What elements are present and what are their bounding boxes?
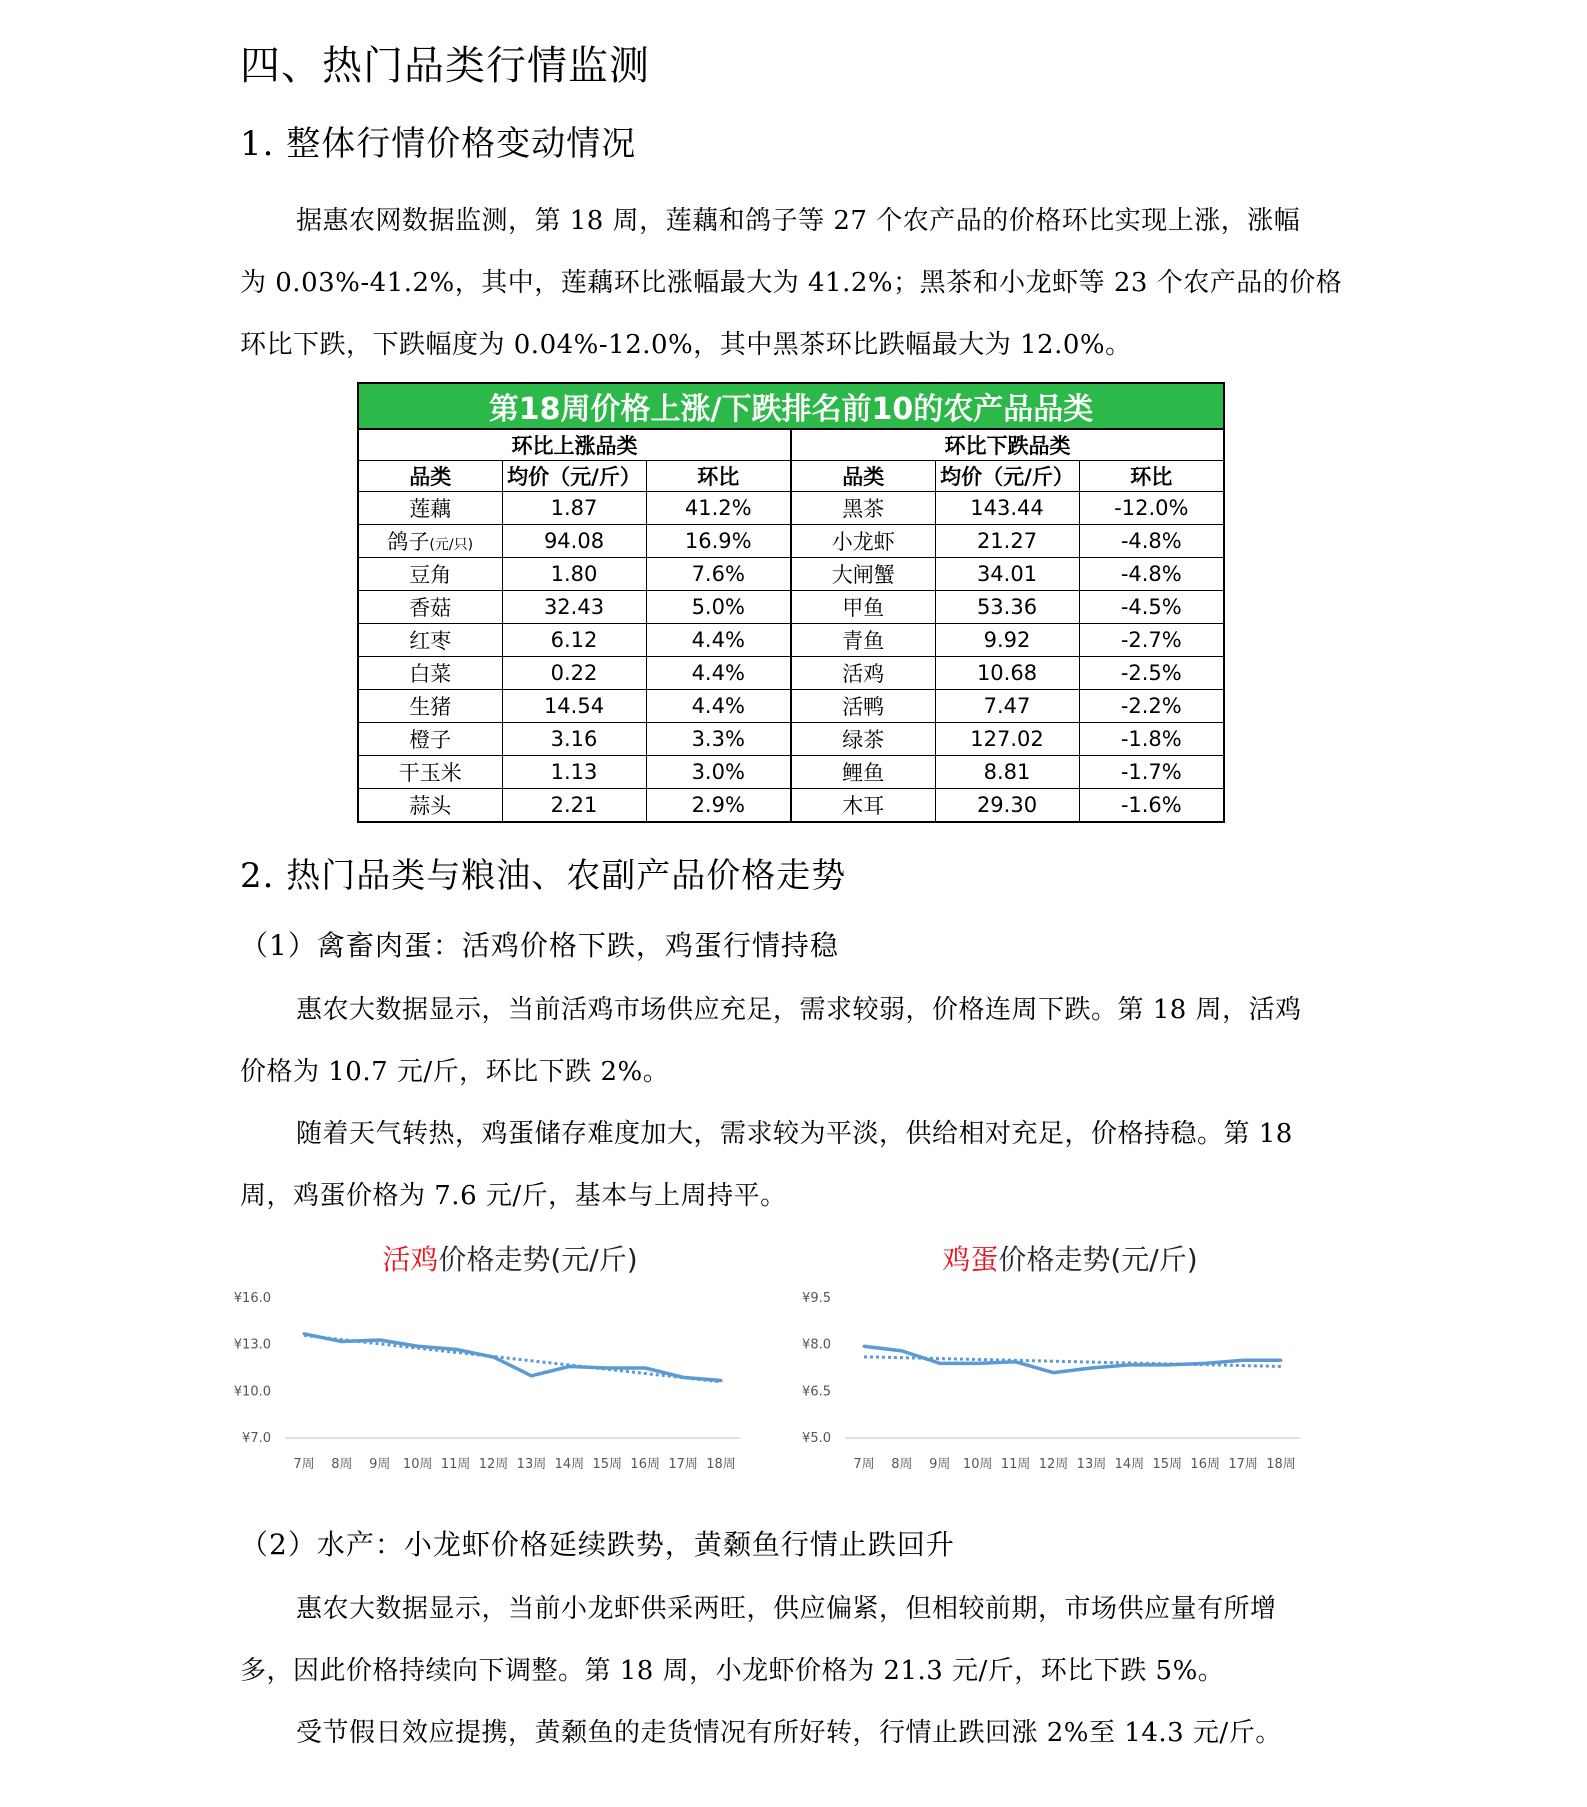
up-price-cell	[502, 525, 646, 558]
text-line: 随着天气转热，鸡蛋储存难度加大，需求较为平淡，供给相对充足，价格持稳。第 18	[296, 1119, 1293, 1149]
table-row	[358, 525, 1224, 558]
text-line: 环比下跌，下跌幅度为 0.04%-12.0%，其中黑茶环比跌幅最大为 12.0%。	[240, 330, 1132, 360]
cell-text: -12.0%	[1114, 496, 1189, 520]
cell-text: 6.12	[550, 628, 598, 652]
data-point	[644, 1367, 647, 1370]
up-name-cell	[358, 558, 502, 591]
cell-text: -1.7%	[1120, 760, 1182, 784]
y-tick-label: ¥10.0	[233, 1384, 271, 1400]
down-price-cell	[935, 789, 1079, 823]
cell-text: 4.4%	[691, 661, 745, 685]
subsection2-title: （2）水产：小龙虾价格延续跌势，黄颡鱼行情止跌回升	[240, 1528, 955, 1561]
cell-text: 3.0%	[691, 760, 745, 784]
down-change-cell	[1079, 591, 1224, 624]
chart-title-rest: 价格走势(元/斤)	[998, 1243, 1198, 1276]
down-name-cell	[791, 558, 935, 591]
subsection1-paragraph1	[240, 979, 1340, 1103]
down-name-cell	[791, 492, 935, 525]
x-tick-label: 7周	[853, 1457, 875, 1472]
up-name-cell	[358, 624, 502, 657]
trend-line	[304, 1335, 721, 1382]
cell-text: 29.30	[976, 793, 1038, 817]
chart-title-rest: 价格走势(元/斤)	[438, 1243, 638, 1276]
text-line: 价格为 10.7 元/斤，环比下跌 2%。	[240, 1057, 670, 1087]
up-name-cell	[358, 492, 502, 525]
down-price-cell	[935, 525, 1079, 558]
subsection1-paragraph2	[240, 1103, 1340, 1227]
y-tick-label: ¥8.0	[802, 1337, 831, 1353]
cell-text: 黑茶	[842, 497, 885, 521]
y-tick-label: ¥9.5	[802, 1291, 831, 1306]
cell-text: 4.4%	[691, 694, 745, 718]
down-change-cell	[1079, 789, 1224, 823]
x-tick-label: 15周	[592, 1457, 623, 1472]
data-point	[1090, 1367, 1093, 1370]
down-name-cell	[791, 591, 935, 624]
cell-text: 2.21	[550, 793, 598, 817]
main-heading: 四、热门品类行情监测	[240, 43, 650, 89]
up-name-cell	[358, 525, 502, 558]
cell-text: -2.5%	[1120, 661, 1182, 685]
cell-text: 香菇	[409, 596, 452, 620]
price-series-line	[864, 1346, 1281, 1372]
cell-text: 16.9%	[684, 529, 752, 553]
table-row	[358, 624, 1224, 657]
cell-text: 127.02	[970, 727, 1044, 751]
section2-title: 2. 热门品类与粮油、农副产品价格走势	[240, 856, 847, 896]
cell-text: 143.44	[970, 496, 1044, 520]
up-name-cell	[358, 657, 502, 690]
table-row	[358, 558, 1224, 591]
column-header: 品类	[358, 461, 502, 492]
up-price-cell	[502, 591, 646, 624]
down-price-cell	[935, 690, 1079, 723]
x-tick-label: 12周	[1038, 1457, 1069, 1472]
cell-text: 21.27	[976, 529, 1038, 553]
cell-text: 94.08	[543, 529, 605, 553]
up-price-cell	[502, 624, 646, 657]
cell-text: 0.22	[550, 661, 598, 685]
table-row	[358, 756, 1224, 789]
cell-text: 白菜	[409, 662, 452, 686]
subsection2-paragraph1	[240, 1578, 1340, 1702]
x-tick-label: 11周	[440, 1457, 471, 1472]
section1-title: 1. 整体行情价格变动情况	[240, 124, 637, 164]
text-line: 惠农大数据显示，当前小龙虾供采两旺，供应偏紧，但相较前期，市场供应量有所增	[296, 1594, 1277, 1624]
chart-title-highlight: 活鸡	[382, 1243, 439, 1276]
cell-text: 9.92	[983, 628, 1031, 652]
down-change-cell	[1079, 756, 1224, 789]
up-change-cell	[646, 492, 791, 525]
down-change-cell	[1079, 657, 1224, 690]
cell-text: -4.5%	[1120, 595, 1182, 619]
x-tick-label: 18周	[1266, 1457, 1296, 1472]
price-ranking-table	[357, 382, 1225, 823]
down-name-cell	[791, 789, 935, 823]
x-tick-label: 9周	[929, 1457, 951, 1472]
cell-text: 活鸡	[842, 662, 885, 686]
column-header: 环比	[1079, 461, 1224, 492]
text-line: 周，鸡蛋价格为 7.6 元/斤，基本与上周持平。	[240, 1181, 787, 1211]
up-change-cell	[646, 723, 791, 756]
x-tick-label: 9周	[369, 1457, 391, 1472]
cell-text: 干玉米	[398, 761, 462, 785]
data-point	[340, 1340, 343, 1343]
down-change-cell	[1079, 723, 1224, 756]
x-tick-label: 14周	[554, 1457, 585, 1472]
column-header: 均价（元/斤）	[502, 461, 646, 492]
cell-text: 8.81	[983, 760, 1031, 784]
y-tick-label: ¥7.0	[242, 1431, 271, 1446]
x-tick-label: 13周	[516, 1457, 547, 1472]
up-price-cell	[502, 558, 646, 591]
subsection2-paragraph2	[240, 1702, 1340, 1764]
cell-text: 生猪	[409, 695, 452, 719]
text-line: 惠农大数据显示，当前活鸡市场供应充足，需求较弱，价格连周下跌。第 18 周，活鸡	[296, 995, 1302, 1025]
data-point	[1204, 1362, 1207, 1365]
down-price-cell	[935, 492, 1079, 525]
data-point	[302, 1332, 305, 1335]
down-change-cell	[1079, 690, 1224, 723]
data-point	[682, 1376, 685, 1379]
cell-text: 红枣	[409, 629, 452, 653]
up-name-cell	[358, 723, 502, 756]
up-price-cell	[502, 789, 646, 823]
data-point	[530, 1374, 533, 1377]
table-row	[358, 690, 1224, 723]
cell-text: -1.6%	[1120, 793, 1182, 817]
cell-text: 3.16	[550, 727, 598, 751]
cell-text: 2.9%	[691, 793, 745, 817]
up-price-cell	[502, 756, 646, 789]
down-name-cell	[791, 657, 935, 690]
data-point	[606, 1367, 609, 1370]
text-line: 受节假日效应提携，黄颡鱼的走货情况有所好转，行情止跌回涨 2%至 14.3 元/斤。	[296, 1718, 1282, 1748]
egg-price-chart	[790, 1240, 1350, 1510]
x-tick-label: 17周	[668, 1457, 698, 1472]
up-change-cell	[646, 690, 791, 723]
down-group-header: 环比下跌品类	[791, 429, 1224, 461]
cell-text: -4.8%	[1120, 529, 1182, 553]
up-name-cell	[358, 789, 502, 823]
data-point	[1128, 1363, 1131, 1366]
column-header: 品类	[791, 461, 935, 492]
x-tick-label: 8周	[891, 1457, 913, 1472]
column-header: 均价（元/斤）	[935, 461, 1079, 492]
x-tick-label: 14周	[1114, 1457, 1145, 1472]
down-change-cell	[1079, 492, 1224, 525]
cell-text: 7.47	[983, 694, 1031, 718]
cell-text: 53.36	[976, 595, 1038, 619]
cell-text: 41.2%	[684, 496, 752, 520]
cell-text: 蒜头	[409, 794, 452, 818]
cell-text: 7.6%	[691, 562, 745, 586]
table-row	[358, 723, 1224, 756]
table-row	[358, 591, 1224, 624]
subsection1-title: （1）禽畜肉蛋：活鸡价格下跌，鸡蛋行情持稳	[240, 929, 839, 962]
data-point	[1166, 1363, 1169, 1366]
cell-text: 橙子	[409, 728, 452, 752]
cell-text: 4.4%	[691, 628, 745, 652]
cell-text: -2.7%	[1120, 628, 1182, 652]
table-title: 第18周价格上涨/下跌排名前10的农产品品类	[358, 383, 1224, 429]
cell-text: 鲤鱼	[842, 761, 885, 785]
up-price-cell	[502, 492, 646, 525]
cell-text: 小龙虾	[831, 530, 895, 554]
x-tick-label: 15周	[1152, 1457, 1183, 1472]
down-name-cell	[791, 624, 935, 657]
data-point	[1280, 1359, 1283, 1362]
cell-text: 豆角	[409, 563, 452, 587]
data-point	[378, 1339, 381, 1342]
cell-text: 木耳	[842, 794, 885, 818]
data-point	[1014, 1360, 1017, 1363]
table-body	[358, 492, 1224, 823]
data-point	[1052, 1371, 1055, 1374]
x-tick-label: 10周	[402, 1457, 433, 1472]
data-point	[568, 1365, 571, 1368]
chart-plot	[230, 1286, 790, 1510]
chart-title	[230, 1240, 790, 1280]
up-name-cell	[358, 591, 502, 624]
cell-text: 青鱼	[842, 629, 885, 653]
cell-text: 鸽子	[387, 530, 430, 554]
x-tick-label: 11周	[1000, 1457, 1031, 1472]
cell-text: 1.13	[550, 760, 598, 784]
down-name-cell	[791, 525, 935, 558]
up-price-cell	[502, 723, 646, 756]
up-group-header: 环比上涨品类	[358, 429, 791, 461]
data-point	[454, 1348, 457, 1351]
up-name-cell	[358, 756, 502, 789]
chart-title	[790, 1240, 1350, 1280]
data-point	[416, 1345, 419, 1348]
down-price-cell	[935, 657, 1079, 690]
x-tick-label: 17周	[1228, 1457, 1258, 1472]
up-price-cell	[502, 657, 646, 690]
up-change-cell	[646, 756, 791, 789]
down-price-cell	[935, 756, 1079, 789]
y-tick-label: ¥5.0	[802, 1431, 831, 1446]
down-price-cell	[935, 723, 1079, 756]
live-chicken-price-chart	[230, 1240, 790, 1510]
unit-note: (元/只)	[429, 537, 474, 553]
x-tick-label: 12周	[478, 1457, 509, 1472]
x-tick-label: 16周	[630, 1457, 660, 1472]
cell-text: 32.43	[543, 595, 605, 619]
cell-text: -4.8%	[1120, 562, 1182, 586]
cell-text: 活鸭	[842, 695, 885, 719]
down-name-cell	[791, 723, 935, 756]
cell-text: 甲鱼	[842, 596, 885, 620]
data-point	[492, 1356, 495, 1359]
cell-text: 1.80	[550, 562, 598, 586]
chart-plot	[790, 1286, 1350, 1510]
data-point	[900, 1349, 903, 1352]
cell-text: 34.01	[976, 562, 1038, 586]
data-point	[938, 1362, 941, 1365]
y-tick-label: ¥16.0	[233, 1291, 271, 1306]
data-point	[862, 1345, 865, 1348]
x-tick-label: 18周	[706, 1457, 736, 1472]
price-series-line	[304, 1334, 721, 1381]
up-change-cell	[646, 789, 791, 823]
y-tick-label: ¥13.0	[233, 1337, 271, 1353]
column-header: 环比	[646, 461, 791, 492]
down-price-cell	[935, 558, 1079, 591]
cell-text: 3.3%	[691, 727, 745, 751]
up-name-cell	[358, 690, 502, 723]
table-row	[358, 492, 1224, 525]
up-change-cell	[646, 591, 791, 624]
section1-paragraph	[240, 190, 1343, 376]
down-price-cell	[935, 624, 1079, 657]
table-row	[358, 789, 1224, 823]
cell-text: 14.54	[543, 694, 605, 718]
cell-text: 5.0%	[691, 595, 745, 619]
x-tick-label: 16周	[1190, 1457, 1220, 1472]
text-line: 据惠农网数据监测，第 18 周，莲藕和鸽子等 27 个农产品的价格环比实现上涨，涨幅	[296, 206, 1301, 236]
data-point	[720, 1379, 723, 1382]
cell-text: -1.8%	[1120, 727, 1182, 751]
text-line: 多，因此价格持续向下调整。第 18 周，小龙虾价格为 21.3 元/斤，环比下跌 5%。	[240, 1656, 1225, 1686]
up-price-cell	[502, 690, 646, 723]
down-change-cell	[1079, 624, 1224, 657]
x-tick-label: 13周	[1076, 1457, 1107, 1472]
cell-text: 大闸蟹	[831, 563, 895, 587]
data-point	[976, 1362, 979, 1365]
cell-text: 莲藕	[409, 497, 452, 521]
x-tick-label: 10周	[962, 1457, 993, 1472]
x-tick-label: 7周	[293, 1457, 315, 1472]
cell-text: -2.2%	[1120, 694, 1182, 718]
down-name-cell	[791, 756, 935, 789]
table-row	[358, 657, 1224, 690]
down-change-cell	[1079, 558, 1224, 591]
cell-text: 10.68	[976, 661, 1038, 685]
cell-text: 绿茶	[842, 728, 885, 752]
x-tick-label: 8周	[331, 1457, 353, 1472]
y-tick-label: ¥6.5	[802, 1384, 831, 1400]
cell-text: 1.87	[550, 496, 598, 520]
text-line: 为 0.03%-41.2%，其中，莲藕环比涨幅最大为 41.2%；黑茶和小龙虾等 23 个农产品的价格	[240, 268, 1343, 298]
up-change-cell	[646, 657, 791, 690]
down-change-cell	[1079, 525, 1224, 558]
up-change-cell	[646, 558, 791, 591]
up-change-cell	[646, 624, 791, 657]
data-point	[1242, 1359, 1245, 1362]
up-change-cell	[646, 525, 791, 558]
down-price-cell	[935, 591, 1079, 624]
down-name-cell	[791, 690, 935, 723]
chart-title-highlight: 鸡蛋	[942, 1243, 999, 1276]
